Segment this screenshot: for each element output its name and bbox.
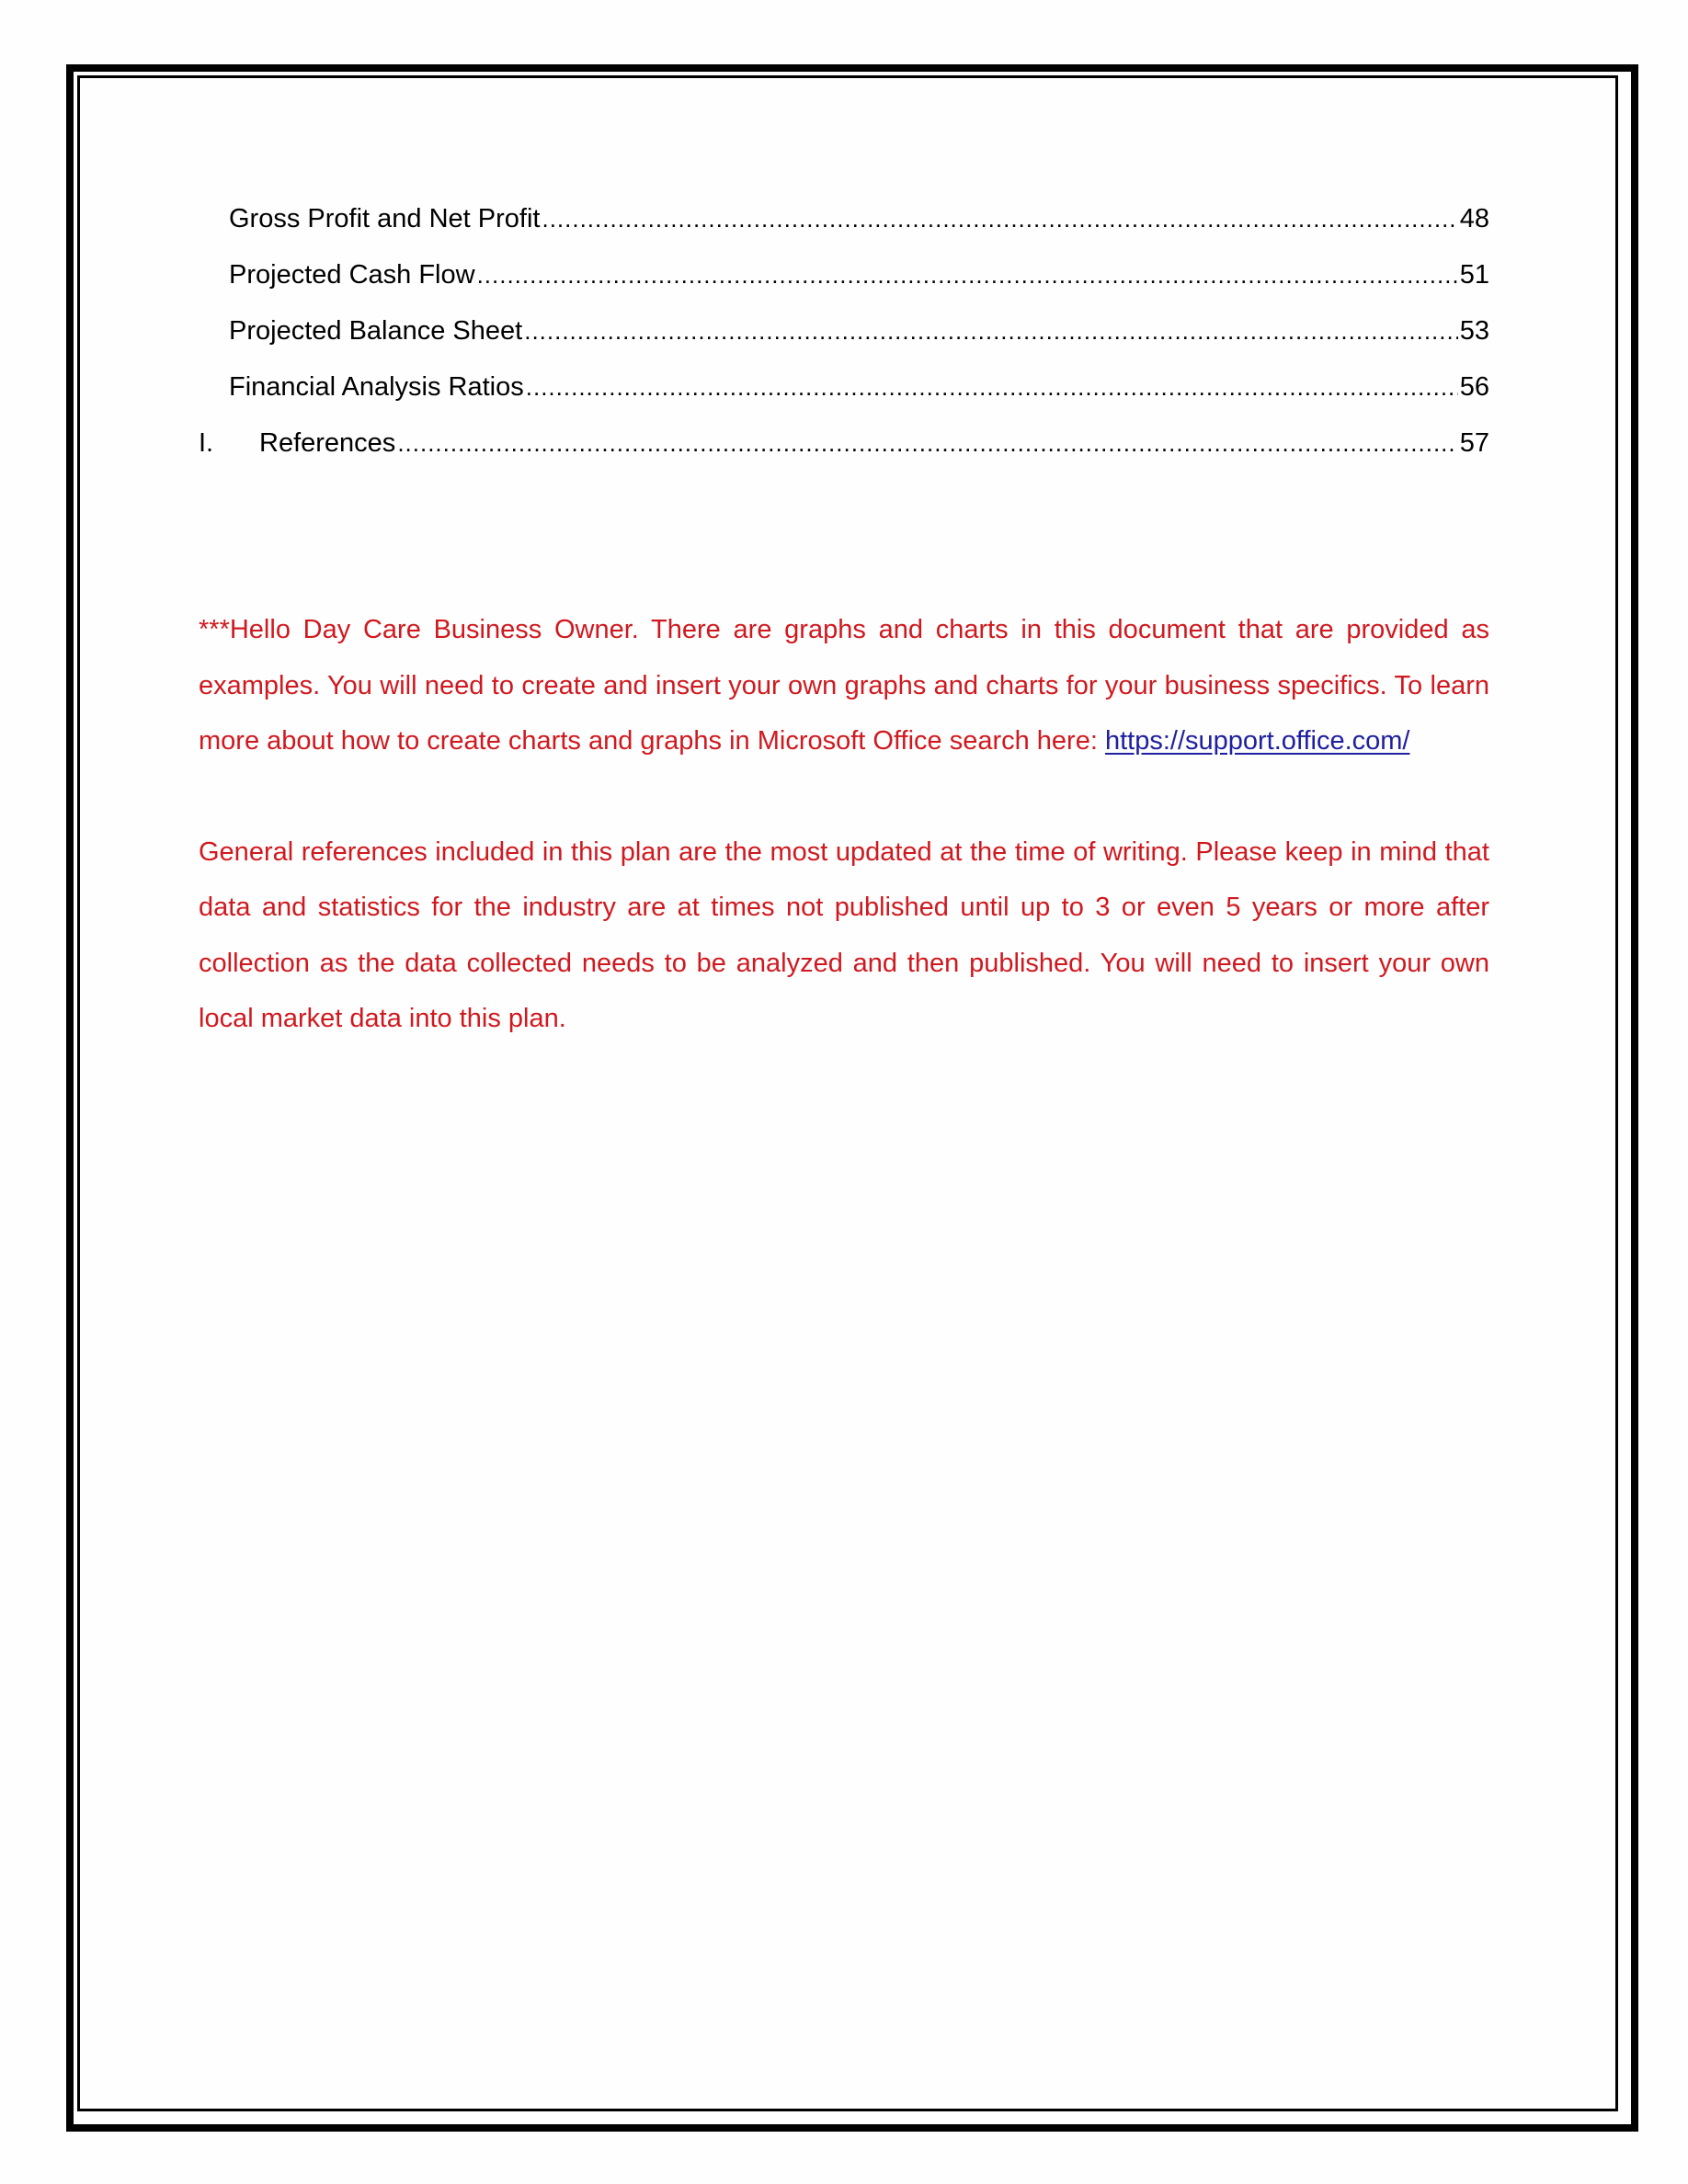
- toc-entry-number: I.: [199, 428, 214, 458]
- toc-entry[interactable]: [199, 303, 1489, 359]
- toc-entry-page: 57: [1459, 428, 1489, 458]
- toc-leader-dots: [524, 303, 1458, 359]
- toc-entry-page: 56: [1459, 372, 1489, 402]
- toc-leader-dots: [542, 191, 1457, 247]
- page-content: [199, 191, 1489, 1047]
- toc-entry-references[interactable]: [199, 415, 1489, 472]
- toc-leader-dots: [526, 359, 1458, 415]
- table-of-contents: [199, 191, 1489, 472]
- toc-entry-page: 53: [1459, 316, 1489, 346]
- toc-entry-title: Projected Balance Sheet: [229, 316, 523, 346]
- toc-entry-title: References: [259, 428, 396, 458]
- references-instruction-note: General references included in this plan are the most updated at the time of writing. Please keep in mind that data and statistics for the industry are at times not published until up to 3 or even 5 years or more after collection as the data collected needs to be analyzed and then published. You will need to insert your own local market data into this plan.: [199, 836, 1489, 1033]
- toc-entry-title: Gross Profit and Net Profit: [229, 204, 541, 233]
- toc-entry-page: 51: [1459, 260, 1489, 290]
- toc-entry-title: Financial Analysis Ratios: [229, 372, 524, 402]
- charts-instruction-text: ***Hello Day Care Business Owner. There are graphs and charts in this document that are provided as examples. You will need to create and insert your own graphs and charts for your business specifics. To learn more about how to create charts and graphs in Microsoft Office search here:: [199, 615, 1489, 756]
- toc-entry[interactable]: [199, 359, 1489, 415]
- toc-entry-page: 48: [1459, 204, 1489, 233]
- toc-entry-title: Projected Cash Flow: [229, 260, 475, 290]
- office-support-link[interactable]: https://support.office.com/: [1104, 726, 1410, 756]
- toc-leader-dots: [477, 247, 1458, 303]
- toc-entry[interactable]: [199, 247, 1489, 303]
- charts-instruction-note: [199, 602, 1489, 769]
- toc-entry[interactable]: [199, 191, 1489, 247]
- toc-leader-dots: [397, 415, 1457, 472]
